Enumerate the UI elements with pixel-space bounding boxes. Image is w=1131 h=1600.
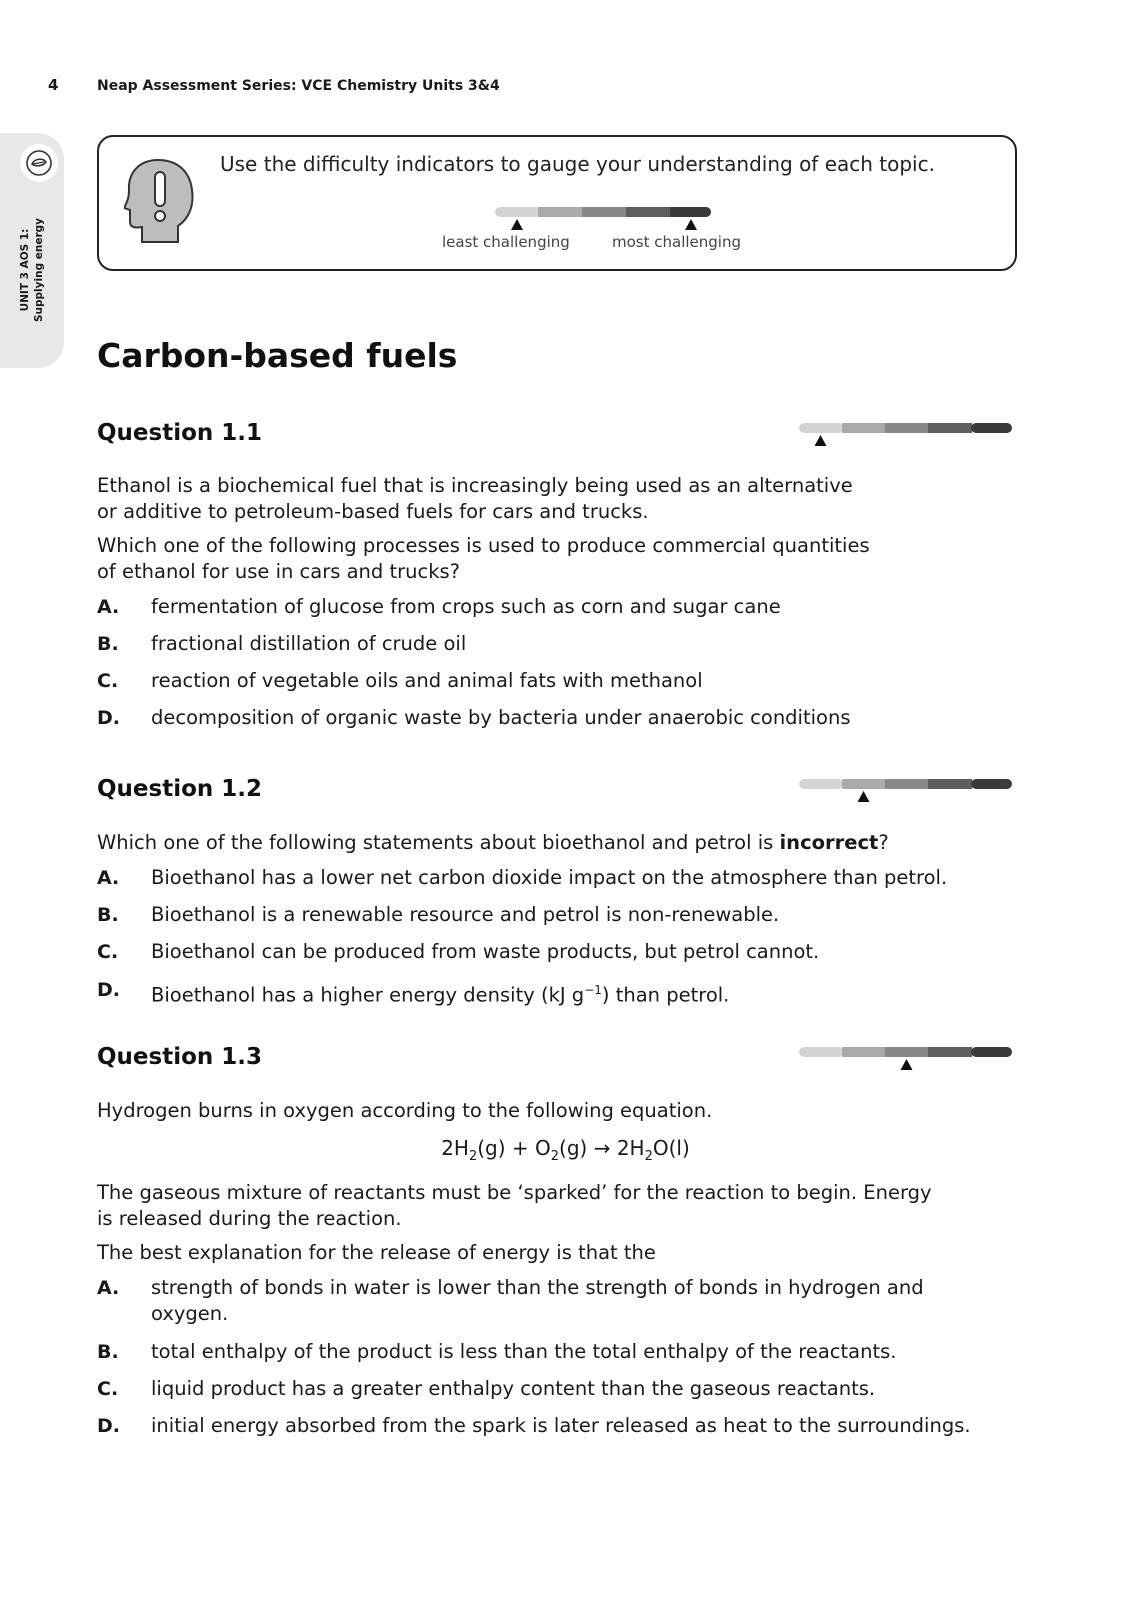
legend-bar-svg bbox=[495, 207, 715, 233]
leaf-icon bbox=[20, 144, 58, 182]
option-text: Bioethanol has a lower net carbon dioxide impact on the atmosphere than petrol. bbox=[151, 866, 948, 889]
unit-label-line2: Supplying energy bbox=[33, 217, 45, 323]
question-1-2-prompt: Which one of the following statements about bioethanol and petrol is incorrect? bbox=[97, 831, 889, 854]
question-1-1-title: Question 1.1 bbox=[97, 420, 263, 446]
option-letter: C. bbox=[97, 941, 119, 963]
option-letter: B. bbox=[97, 633, 119, 655]
question-1-1-stem: Ethanol is a biochemical fuel that is increasingly being used as an alternative or additive to petroleum-based fuels for cars and trucks. bbox=[97, 474, 853, 523]
least-pointer bbox=[511, 219, 523, 230]
difficulty-segment bbox=[842, 1047, 886, 1057]
option-text: Bioethanol is a renewable resource and petrol is non-renewable. bbox=[151, 903, 780, 926]
option-text: strength of bonds in water is lower than the strength of bonds in hydrogen and oxygen. bbox=[151, 1276, 924, 1325]
difficulty-segment bbox=[971, 779, 1012, 789]
option-letter: C. bbox=[97, 670, 119, 692]
difficulty-segment bbox=[928, 1047, 972, 1057]
question-1-3-stem: Hydrogen burns in oxygen according to the following equation. bbox=[97, 1099, 713, 1122]
option-letter: C. bbox=[97, 1378, 119, 1400]
option-letter: A. bbox=[97, 1277, 120, 1299]
question-1-1-prompt: Which one of the following processes is used to produce commercial quantities of ethanol for use in cars and trucks? bbox=[97, 534, 870, 583]
option-text: Bioethanol has a higher energy density (kJ $g^{-1}$) than petrol. bbox=[151, 983, 730, 1007]
option-letter: D. bbox=[97, 979, 120, 1001]
question-1-2-difficulty bbox=[799, 779, 1019, 809]
head-exclamation-icon bbox=[124, 158, 196, 248]
difficulty-segment bbox=[928, 423, 972, 433]
most-pointer bbox=[685, 219, 697, 230]
difficulty-segment bbox=[928, 779, 972, 789]
legend-least-label: least challenging bbox=[442, 233, 570, 251]
difficulty-pointer bbox=[858, 791, 870, 802]
option-text: reaction of vegetable oils and animal fats with methanol bbox=[151, 669, 703, 692]
option-text: liquid product has a greater enthalpy content than the gaseous reactants. bbox=[151, 1377, 876, 1400]
question-1-3-title: Question 1.3 bbox=[97, 1044, 263, 1070]
question-1-3-prompt: The best explanation for the release of energy is that the bbox=[97, 1241, 656, 1264]
question-1-2-title: Question 1.2 bbox=[97, 776, 263, 802]
option-letter: D. bbox=[97, 1415, 120, 1437]
difficulty-segment bbox=[971, 423, 1012, 433]
difficulty-pointer bbox=[901, 1059, 913, 1070]
option-text: decomposition of organic waste by bacteria under anaerobic conditions bbox=[151, 706, 851, 729]
difficulty-segment bbox=[799, 423, 843, 433]
option-text: total enthalpy of the product is less than the total enthalpy of the reactants. bbox=[151, 1340, 897, 1363]
difficulty-segment bbox=[842, 423, 886, 433]
difficulty-segment bbox=[799, 779, 843, 789]
difficulty-segment bbox=[885, 1047, 929, 1057]
legend-most-label: most challenging bbox=[612, 233, 741, 251]
option-text: fermentation of glucose from crops such as corn and sugar cane bbox=[151, 595, 781, 618]
info-text: Use the difficulty indicators to gauge your understanding of each topic. bbox=[220, 152, 935, 176]
chemical-equation: $2H_2(g) + O_2(g) \to 2H_2O(l)$ bbox=[441, 1136, 690, 1164]
question-1-3-context: The gaseous mixture of reactants must be ‘sparked’ for the reaction to begin. Energy is released during the reaction. bbox=[97, 1181, 932, 1230]
option-letter: A. bbox=[97, 867, 120, 889]
option-letter: A. bbox=[97, 596, 120, 618]
option-text: initial energy absorbed from the spark is later released as heat to the surroundings. bbox=[151, 1414, 971, 1437]
option-letter: B. bbox=[97, 904, 119, 926]
difficulty-pointer bbox=[815, 435, 827, 446]
running-head: Neap Assessment Series: VCE Chemistry Units 3&4 bbox=[97, 78, 500, 94]
difficulty-segment bbox=[971, 1047, 1012, 1057]
difficulty-segment bbox=[885, 423, 929, 433]
question-1-1-difficulty bbox=[799, 423, 1019, 453]
option-letter: D. bbox=[97, 707, 120, 729]
difficulty-segment bbox=[799, 1047, 843, 1057]
emphasis-incorrect: incorrect bbox=[779, 831, 879, 854]
option-text: fractional distillation of crude oil bbox=[151, 632, 467, 655]
unit-label-line1: UNIT 3 AOS 1: bbox=[19, 228, 31, 312]
option-letter: B. bbox=[97, 1341, 119, 1363]
difficulty-segment bbox=[885, 779, 929, 789]
question-1-3-difficulty bbox=[799, 1047, 1019, 1077]
section-title: Carbon-based fuels bbox=[97, 336, 458, 375]
difficulty-segment bbox=[842, 779, 886, 789]
page-number: 4 bbox=[48, 76, 59, 94]
option-text: Bioethanol can be produced from waste products, but petrol cannot. bbox=[151, 940, 820, 963]
